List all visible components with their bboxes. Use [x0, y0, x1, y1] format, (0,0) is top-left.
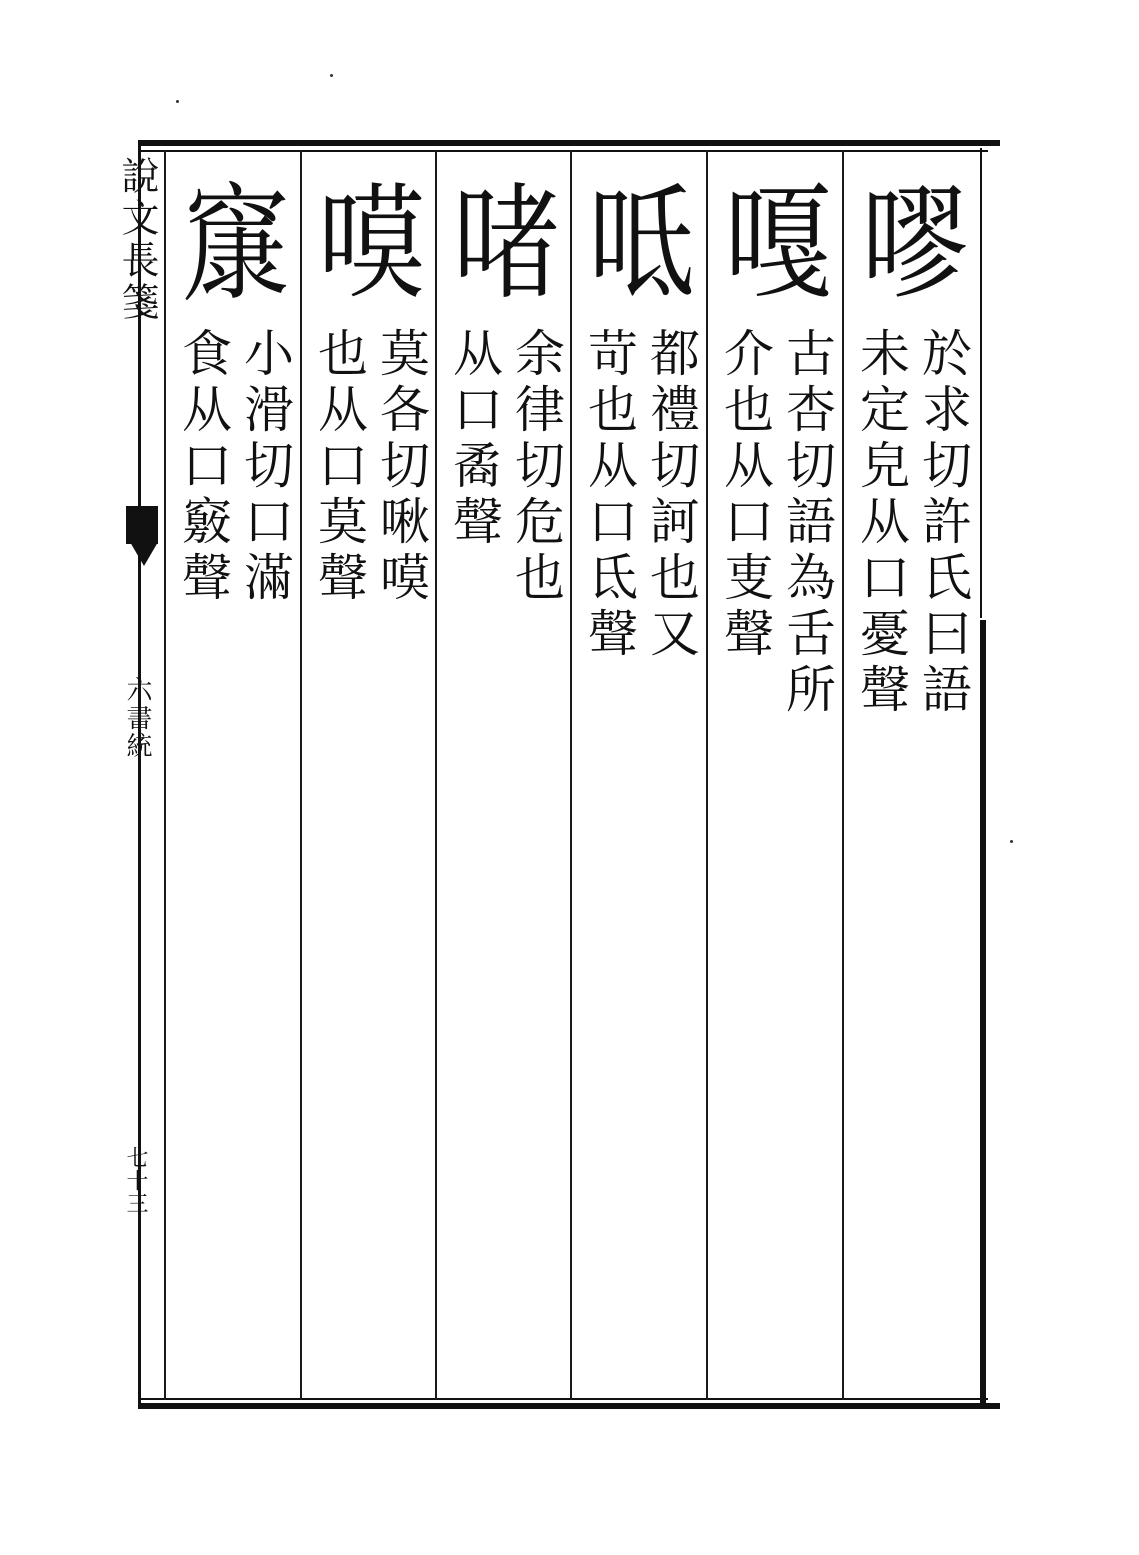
- margin-book-title: 說文長箋: [115, 156, 159, 324]
- fishtail-block: [126, 506, 158, 544]
- seal-character: 嘎: [723, 172, 826, 317]
- seal-character: 嘐: [860, 172, 963, 317]
- margin-chapter: 六書統: [122, 676, 152, 760]
- entry-text-line: 古杏切語為舌所: [778, 327, 836, 719]
- entry-text-line: 从口矞聲: [445, 327, 503, 551]
- entry-text-line: 余律切危也: [507, 327, 565, 607]
- seal-character: 嗼: [317, 172, 420, 317]
- entry-text-line: 小滑切口滿: [236, 327, 294, 607]
- entry-text-line: 未定皃从口憂聲: [852, 327, 910, 719]
- seal-character: 呧: [587, 172, 690, 317]
- right-border-thick: [980, 620, 986, 1409]
- entry-text-line: 都禮切訶也又: [642, 327, 700, 663]
- entry-column: [302, 152, 435, 1397]
- seal-character: 䆲: [181, 172, 284, 317]
- scan-speck: [176, 100, 179, 103]
- entry-column: [708, 152, 842, 1397]
- entry-text-line: 莫各切啾嗼: [372, 327, 430, 607]
- entry-text-line: 食从口竅聲: [174, 327, 232, 607]
- entry-text-line: 介也从口叓聲: [716, 327, 774, 663]
- right-border-thin: [980, 148, 982, 618]
- page-margin: [115, 146, 159, 1406]
- margin-page-number: 七十三: [123, 1146, 148, 1215]
- entry-column: [166, 152, 300, 1397]
- entry-column: [572, 152, 706, 1397]
- scan-speck: [1010, 840, 1013, 843]
- fishtail-mark-icon: [130, 542, 158, 566]
- entry-text-line: 也从口莫聲: [310, 327, 368, 607]
- scan-speck: [330, 74, 333, 77]
- entry-column: [844, 152, 980, 1397]
- seal-character: 啫: [452, 172, 555, 317]
- bottom-border-thin: [138, 1398, 988, 1400]
- entry-text-line: 苛也从口氐聲: [580, 327, 638, 663]
- top-border-thick: [138, 140, 1000, 146]
- entry-column: [437, 152, 570, 1397]
- entry-text-line: 於求切許氏曰語: [914, 327, 972, 719]
- bottom-border-thick: [138, 1403, 1000, 1409]
